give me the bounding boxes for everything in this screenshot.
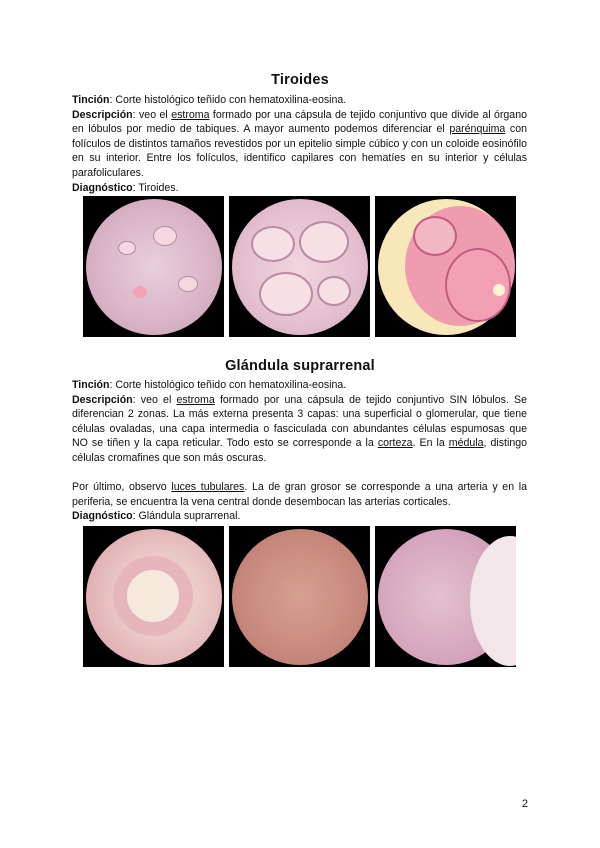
suprarrenal-extra: Por último, observo luces tubulares. La de gran grosor se corresponde a una arteria y en la periferia, se encuentra la vena central donde desembocan las arterias corticales.	[72, 481, 527, 508]
corteza-term: corteza	[377, 437, 413, 450]
medula-term: médula	[448, 437, 484, 450]
parenquima-term: parénquima	[449, 123, 506, 136]
estroma-term: estroma	[171, 108, 210, 121]
tiroides-tincion: Tinción: Corte histológico teñido con hematoxilina-eosina.	[72, 94, 347, 106]
section-title-suprarrenal: Glándula suprarrenal	[225, 358, 375, 374]
suprarrenal-micrograph-1	[83, 526, 224, 667]
tiroides-micrograph-3	[375, 196, 516, 337]
page-number: 2	[521, 798, 528, 810]
tiroides-text	[72, 93, 527, 195]
estroma-term-2: estroma	[176, 393, 215, 406]
tiroides-micrograph-1	[83, 196, 224, 337]
suprarrenal-image-row	[83, 526, 516, 667]
tiroides-diagnostico: Diagnóstico: Tiroides.	[72, 181, 179, 194]
suprarrenal-descripcion: Descripción: veo el estroma formado por una cápsula de tejido conjuntivo SIN lóbulos. Se diferencian 2 zonas. La más externa presenta 3 capas: una superficial o glomerular, que tiene células ovaladas, una capa intermedia o fasciculada con abundantes células espumosas que NO se tiñen y la capa reticular. Todo esto se corresponde a la corteza. En la médula, distingo células cromafines que son más oscuras.	[72, 393, 528, 464]
tiroides-micrograph-2	[229, 196, 370, 337]
suprarrenal-text	[72, 378, 527, 524]
suprarrenal-micrograph-2	[229, 526, 370, 667]
tiroides-descripcion: Descripción: veo el estroma formado por una cápsula de tejido conjuntivo que divide al órgano en lóbulos por medio de tabiques. A mayor aumento podemos diferenciar el parénquima con folículos de distintos tamaños revestidos por un epitelio simple cúbico y con un coloide eosinófilo en su interior. Entre los folículos, identifico capilares con hematíes en su interior y células parafoliculares.	[72, 108, 527, 179]
luces-tubulares-term: luces tubulares	[171, 481, 245, 494]
suprarrenal-micrograph-3	[375, 526, 516, 667]
tiroides-image-row	[83, 196, 516, 337]
suprarrenal-tincion: Tinción: Corte histológico teñido con hematoxilina-eosina.	[72, 379, 347, 391]
section-title-tiroides: Tiroides	[271, 72, 329, 88]
suprarrenal-diagnostico: Diagnóstico: Glándula suprarrenal.	[72, 510, 241, 523]
